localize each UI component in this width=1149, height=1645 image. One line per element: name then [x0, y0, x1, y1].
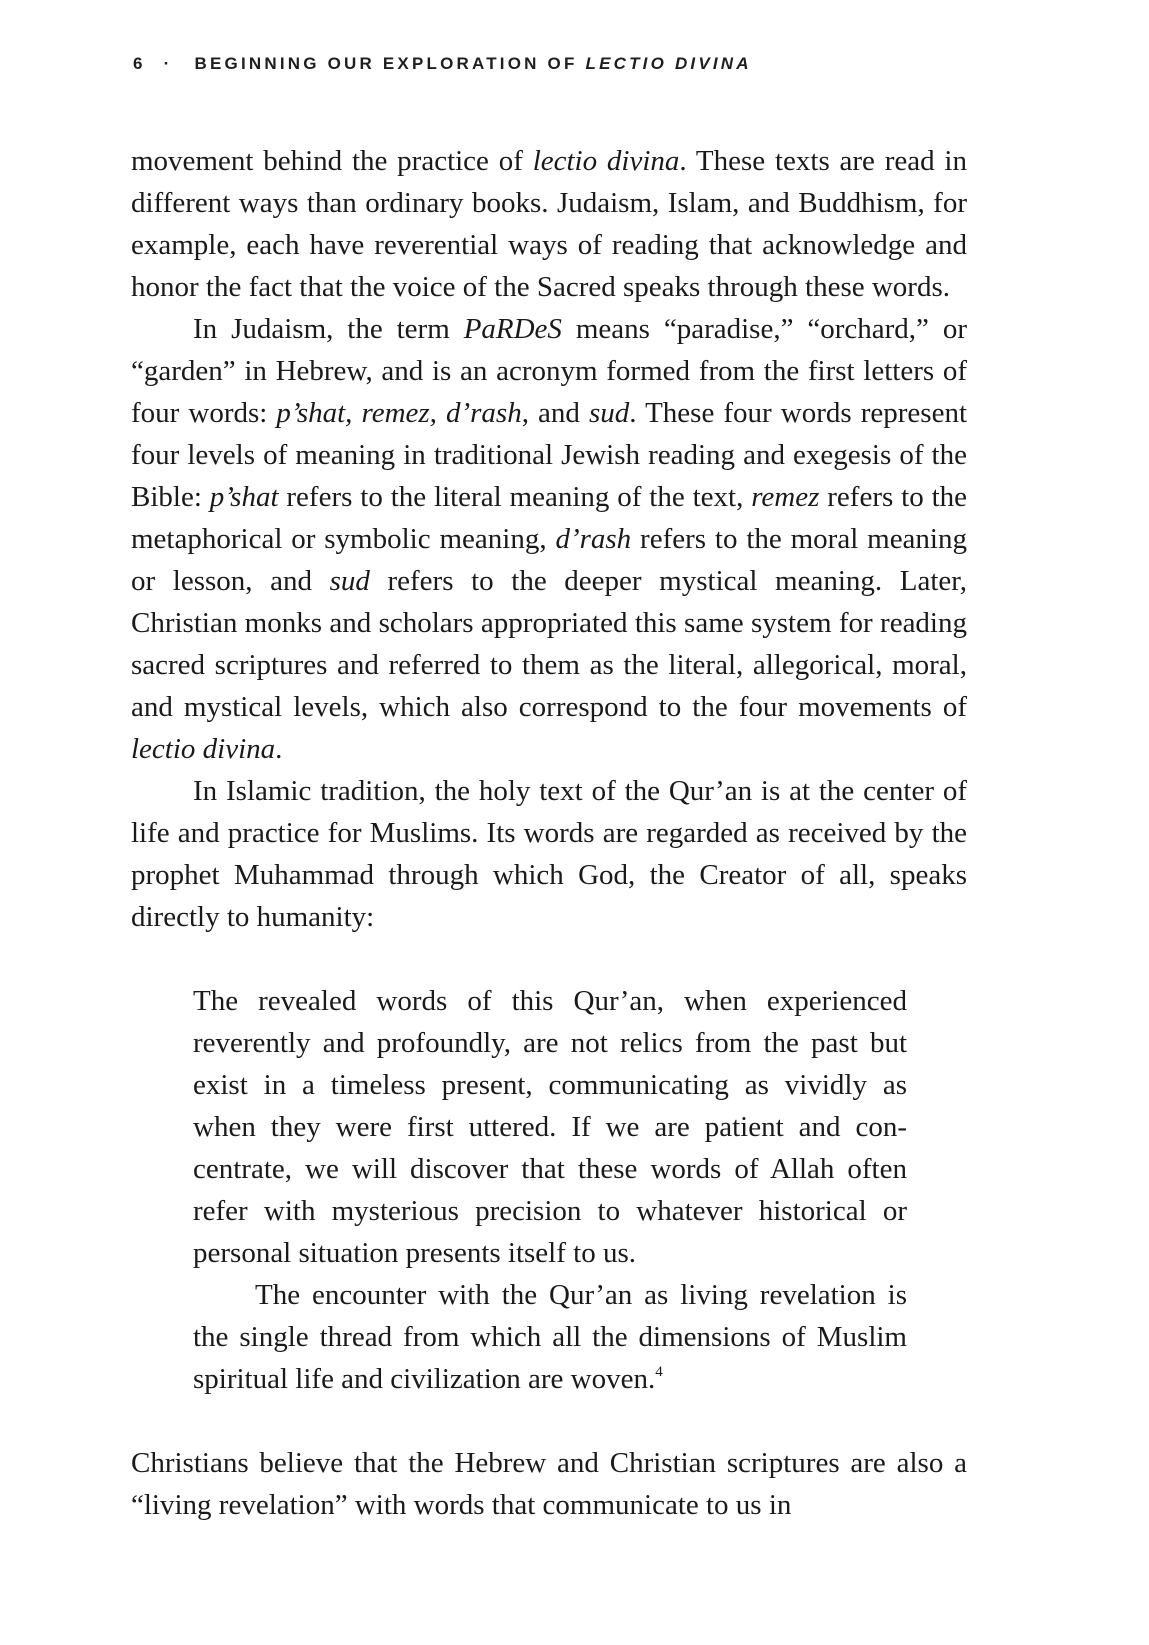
block-quote — [193, 980, 907, 1400]
text-run: . These four words represent four levels of meaning in traditional Jewish reading and exegesis of the Bible: — [131, 397, 967, 513]
italic-run: lectio divina — [532, 145, 680, 177]
italic-run: p’shat, remez, d’rash — [276, 397, 522, 429]
italic-run: PaRDeS — [463, 313, 562, 345]
text-run: . These texts are read in different ways than ordinary books. Judaism, Islam, and Buddhism, for example, each have reverential ways of reading that acknowledge and honor the fact that the voice of the Sacred speaks through these words. — [131, 145, 967, 303]
running-head-title-text: BEGINNING OUR EXPLORATION OF — [194, 54, 586, 73]
italic-run: d’rash — [555, 523, 632, 555]
text-run: refers to the deeper mystical meaning. Later, Christian monks and scholars appropriated this same system for reading sacred scriptures and referred to them as the literal, allegorical, moral, and mystical levels, which also correspond to the four movements of — [131, 565, 967, 723]
text-run: means “paradise,” “orchard,” or “garden” in Hebrew, and is an acronym formed from the first letters of four words: — [131, 313, 967, 429]
running-head — [133, 54, 752, 74]
text-run: refers to the literal meaning of the text, — [278, 481, 752, 513]
text-run: The encounter with the Qur’an as living revelation is the single thread from which all the dimensions of Muslim spiritual life and civilization are woven. — [193, 1279, 907, 1395]
quote-paragraph-1: The revealed words of this Qur’an, when experienced reverently and profoundly, are not relics from the past but exist in a timeless present, communicating as vividly as when they were first uttered. If we are patient and concentrate, we will discover that these words of Allah often refer with mysterious precision to whatever historical or personal situation presents itself to us. — [193, 985, 907, 1269]
italic-run: p’shat — [209, 481, 279, 513]
page-number: 6 — [133, 54, 146, 73]
text-run: refers to the moral meaning or lesson, and — [131, 523, 967, 597]
text-run: refers to the metaphorical or symbolic meaning, — [131, 481, 967, 555]
text-run: In Judaism, the term — [193, 313, 464, 345]
quote-paragraph-2 — [193, 1274, 907, 1400]
text-run: , and — [521, 397, 589, 429]
footnote-reference[interactable]: 4 — [655, 1364, 663, 1380]
text-run: movement behind the practice of — [131, 145, 533, 177]
italic-run: remez — [751, 481, 820, 513]
paragraph-2 — [131, 308, 967, 770]
running-head-separator: · — [163, 54, 173, 73]
running-head-title — [195, 54, 752, 73]
paragraph-4: Christians believe that the Hebrew and Christian scriptures are also a “living revelation” with words that communicate to us in — [131, 1447, 967, 1521]
italic-run: lectio divina — [131, 733, 276, 765]
body-text — [131, 140, 967, 1526]
running-head-title-italic: LECTIO DIVINA — [585, 54, 752, 73]
paragraph-3: In Islamic tradition, the holy text of the Qur’an is at the center of life and practice for Muslims. Its words are regarded as received by the prophet Muhammad through which God, the Creator of all, speaks directly to humanity: — [131, 775, 967, 933]
paragraph-1 — [131, 140, 967, 308]
text-run: . — [275, 733, 283, 765]
italic-run: sud — [588, 397, 630, 429]
italic-run: sud — [329, 565, 370, 597]
